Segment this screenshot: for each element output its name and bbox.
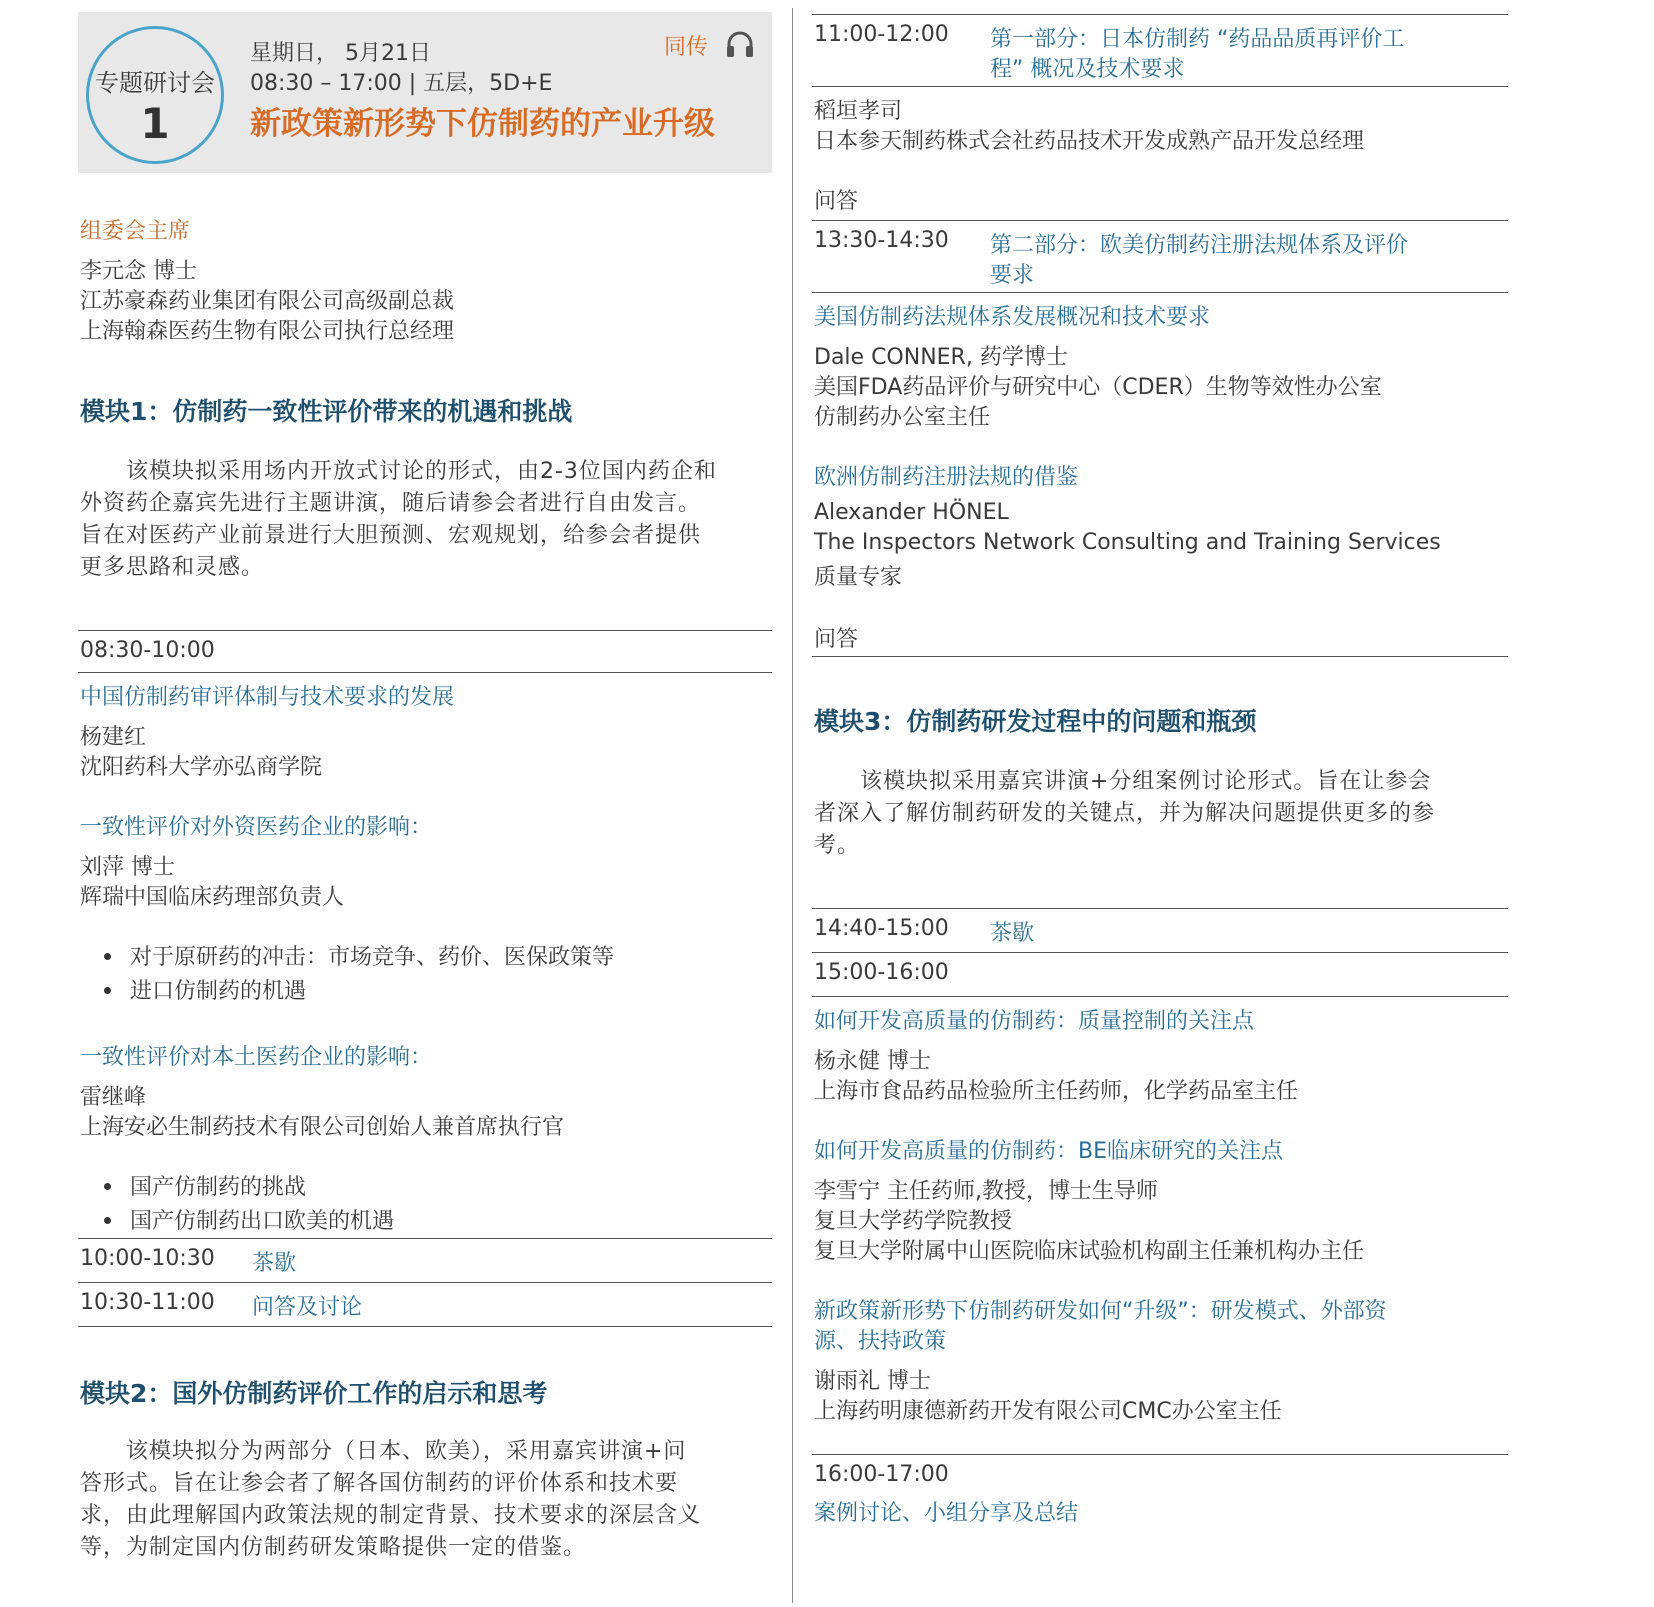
speaker-name: 稻垣孝司: [814, 99, 903, 124]
talk-topic: 如何开发高质量的仿制药：质量控制的关注点: [814, 1009, 1255, 1034]
module2-description: [80, 1436, 780, 1564]
qa-label: 问答: [814, 189, 859, 214]
badge-number: 1: [140, 99, 170, 148]
speaker-org: 美国FDA药品评价与研究中心（CDER）生物等效性办公室: [814, 375, 1382, 400]
desc-line: 考。: [814, 833, 861, 858]
speaker-org: 沈阳药科大学亦弘商学院: [80, 755, 323, 780]
part-title: 要求: [990, 263, 1035, 288]
module2-title: 模块2：国外仿制药评价工作的启示和思考: [80, 1379, 548, 1408]
desc-line: 旨在对医药产业前景进行大胆预测、宏观规划，给参会者提供: [80, 523, 702, 548]
desc-line: 答形式。旨在让参会者了解各国仿制药的评价体系和技术要: [80, 1471, 679, 1496]
break-label: 茶歇: [252, 1251, 297, 1276]
session-time: 15:00-16:00: [814, 960, 949, 985]
divider-rule: [812, 220, 1508, 221]
talk-topic: 源、扶持政策: [814, 1329, 947, 1354]
speaker-org: 复旦大学药学院教授: [814, 1209, 1013, 1234]
qa-label: 问答及讨论: [252, 1295, 363, 1320]
speaker-name: 谢雨礼 博士: [814, 1369, 931, 1394]
session-time-place: 08:30 – 17:00 | 五层，5D+E: [250, 71, 553, 96]
talk-topic: 欧洲仿制药注册法规的借鉴: [814, 465, 1079, 490]
speaker-org: 上海安必生制药技术有限公司创始人兼首席执行官: [80, 1115, 565, 1140]
divider-rule: [812, 86, 1508, 87]
part-title: 程” 概况及技术要求: [990, 57, 1185, 82]
module1-title: 模块1：仿制药一致性评价带来的机遇和挑战: [80, 397, 573, 426]
session-time: 08:30-10:00: [80, 638, 215, 663]
divider-rule: [812, 656, 1508, 657]
divider-rule: [812, 908, 1508, 909]
desc-line: 该模块拟分为两部分（日本、欧美），采用嘉宾讲演+问: [80, 1439, 687, 1464]
divider-rule: [812, 996, 1508, 997]
session-badge: [86, 26, 224, 164]
bullet-item: 国产仿制药出口欧美的机遇: [130, 1209, 395, 1234]
part-title: 第一部分：日本仿制药 “药品品质再评价工: [990, 27, 1405, 52]
divider-rule: [812, 952, 1508, 953]
session-date: 星期日， 5月21日: [250, 41, 431, 66]
module1-description: [80, 456, 780, 584]
bullet-item: 对于原研药的冲击：市场竞争、药价、医保政策等: [130, 945, 615, 970]
session-time: 10:30-11:00: [80, 1290, 215, 1315]
module3-description: [814, 766, 1514, 862]
speaker-name: Dale CONNER, 药学博士: [814, 345, 1068, 370]
speaker-name: 杨永健 博士: [814, 1049, 931, 1074]
speaker-org: The Inspectors Network Consulting and Training Services: [814, 530, 1441, 555]
divider-rule: [78, 1282, 772, 1283]
session-time: 13:30-14:30: [814, 228, 949, 253]
divider-rule: [78, 1238, 772, 1239]
session-header: [78, 12, 772, 173]
bullet-item: 进口仿制药的机遇: [130, 979, 307, 1004]
desc-line: 该模块拟采用场内开放式讨论的形式，由2-3位国内药企和: [80, 459, 717, 484]
desc-line: 该模块拟采用嘉宾讲演+分组案例讨论形式。旨在让参会: [814, 769, 1432, 794]
bullet-dot: [104, 1183, 111, 1190]
session-time: 16:00-17:00: [814, 1462, 949, 1487]
talk-topic: 一致性评价对本土医药企业的影响：: [80, 1045, 433, 1070]
divider-rule: [78, 630, 772, 631]
bullet-dot: [104, 987, 111, 994]
speaker-org: 辉瑞中国临床药理部负责人: [80, 885, 345, 910]
session-time: 10:00-10:30: [80, 1246, 215, 1271]
committee-label: 组委会主席: [80, 219, 191, 244]
module3-title: 模块3：仿制药研发过程中的问题和瓶颈: [814, 707, 1257, 736]
speaker-name: 雷继峰: [80, 1085, 147, 1110]
interpretation-label: 同传: [664, 35, 709, 60]
badge-label: 专题研讨会: [95, 69, 215, 97]
divider-rule: [812, 14, 1508, 15]
desc-line: 等，为制定国内仿制药研发策略提供一定的借鉴。: [80, 1535, 587, 1560]
chair-role: 江苏豪森药业集团有限公司高级副总裁: [80, 289, 455, 314]
break-label: 茶歇: [990, 921, 1035, 946]
qa-label: 问答: [814, 627, 859, 652]
headphones-icon: [724, 28, 756, 60]
part-title: 第二部分：欧美仿制药注册法规体系及评价: [990, 233, 1409, 258]
session-time: 14:40-15:00: [814, 916, 949, 941]
divider-rule: [812, 292, 1508, 293]
chair-role: 上海翰森医药生物有限公司执行总经理: [80, 319, 455, 344]
column-divider: [792, 8, 793, 1603]
speaker-org: 日本参天制药株式会社药品技术开发成熟产品开发总经理: [814, 129, 1365, 154]
chair-name: 李元念 博士: [80, 259, 197, 284]
talk-topic: 美国仿制药法规体系发展概况和技术要求: [814, 305, 1211, 330]
speaker-org: 质量专家: [814, 565, 903, 590]
speaker-name: 刘萍 博士: [80, 855, 175, 880]
bullet-dot: [104, 1217, 111, 1224]
bullet-item: 国产仿制药的挑战: [130, 1175, 307, 1200]
talk-topic: 如何开发高质量的仿制药：BE临床研究的关注点: [814, 1139, 1283, 1164]
desc-line: 更多思路和灵感。: [80, 555, 265, 580]
speaker-org: 仿制药办公室主任: [814, 405, 991, 430]
speaker-name: 李雪宁 主任药师,教授，博士生导师: [814, 1179, 1158, 1204]
talk-topic: 新政策新形势下仿制药研发如何“升级”：研发模式、外部资: [814, 1299, 1387, 1324]
desc-line: 者深入了解仿制药研发的关键点，并为解决问题提供更多的参: [814, 801, 1436, 826]
desc-line: 外资药企嘉宾先进行主题讲演，随后请参会者进行自由发言。: [80, 491, 702, 516]
talk-topic: 中国仿制药审评体制与技术要求的发展: [80, 685, 455, 710]
divider-rule: [78, 1326, 772, 1327]
bullet-dot: [104, 953, 111, 960]
divider-rule: [812, 1454, 1508, 1455]
session-time: 11:00-12:00: [814, 22, 949, 47]
speaker-name: Alexander HÖNEL: [814, 500, 1009, 525]
speaker-org: 上海药明康德新药开发有限公司CMC办公室主任: [814, 1399, 1282, 1424]
desc-line: 求，由此理解国内政策法规的制定背景、技术要求的深层含义: [80, 1503, 702, 1528]
talk-topic: 案例讨论、小组分享及总结: [814, 1501, 1079, 1526]
speaker-org: 上海市食品药品检验所主任药师，化学药品室主任: [814, 1079, 1299, 1104]
talk-topic: 一致性评价对外资医药企业的影响：: [80, 815, 433, 840]
speaker-name: 杨建红: [80, 725, 147, 750]
speaker-org: 复旦大学附属中山医院临床试验机构副主任兼机构办主任: [814, 1239, 1365, 1264]
divider-rule: [78, 672, 772, 673]
session-title: 新政策新形势下仿制药的产业升级: [250, 106, 715, 142]
